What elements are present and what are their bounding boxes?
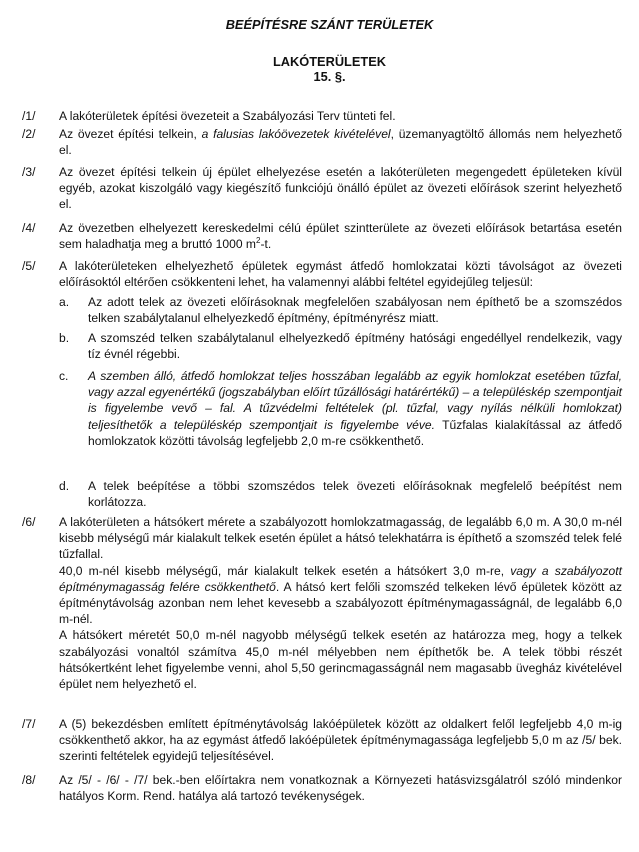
- paragraph-text: [59, 126, 622, 158]
- paragraph-text: A lakóterületek építési övezeteit a Szabályozási Terv tünteti fel.: [59, 109, 396, 123]
- text-run-italic: a falusias lakóövezetek kivételével: [201, 127, 391, 141]
- paragraph-text: [59, 220, 622, 252]
- text-run: 40,0 m-nél kisebb mélységű, már kialakult telkek esetén a hátsókert 3,0 m-re,: [59, 563, 511, 578]
- list-text: [88, 368, 622, 449]
- list-text: Az adott telek az övezeti előírásoknak megfelelően szabályosan nem építhető be a szomszédos telken szabálytalanul elhelyezkedő építmény, építményrész miatt.: [88, 295, 622, 326]
- subheading-block: [10, 54, 639, 84]
- paragraph-number: /3/: [22, 165, 36, 179]
- paragraph-5: [22, 258, 622, 290]
- document-heading: BEÉPÍTÉSRE SZÁNT TERÜLETEK: [225, 17, 434, 32]
- paragraph-1: [22, 108, 622, 124]
- paragraph-number: /7/: [22, 717, 36, 731]
- text-run: Tűzfalas kialakítással az átfedő homlokzatok közötti távolság legfeljebb 2,0 m-re csökkenthető.: [88, 417, 622, 448]
- paragraph-7: [22, 716, 622, 765]
- list-letter: a.: [59, 295, 70, 309]
- paragraph-text: A (5) bekezdésben említett építménytávolság lakóépületek között az oldalkert felől legfeljebb 4,0 m-ig csökkenthető akkor, ha az egymást átfedő lakóépületek építménymagassága legfeljebb 5,0 m az /5/ bek. szerinti feltételek egyidejű teljesítésével.: [59, 717, 622, 764]
- paragraph-number: /6/: [22, 515, 36, 529]
- list-item-c: [22, 368, 622, 449]
- paragraph-text: A hátsókert méretét 50,0 m-nél nagyobb mélységű telkek esetén az határozza meg, hogy a telkek szabályozási vonaltól számítva 45,0 m-nél mélyebben nem építhetők be. A telek többi részét hátsókertként lehet figyelembe venni, ahol 5,50 gerincmagasságnál nem magasabb üvegház kivételével épület nem helyezhető el.: [59, 628, 622, 692]
- list-letter: b.: [59, 331, 70, 345]
- text-run: Az övezet építési telkein,: [59, 127, 202, 141]
- paragraph-3: [22, 164, 622, 213]
- paragraph-4: [22, 220, 622, 252]
- list-letter: d.: [59, 479, 70, 493]
- superscript: 2: [255, 236, 261, 246]
- list-item-b: [22, 330, 622, 362]
- paragraph-text: Az /5/ - /6/ - /7/ bek.-ben előírtakra nem vonatkoznak a Környezeti hatásvizsgálatról szóló mindenkor hatályos Korm. Rend. hatálya alá tartozó tevékenységek.: [59, 773, 622, 804]
- paragraph-number: /5/: [22, 259, 36, 273]
- paragraph-text: Az övezet építési telkein új épület elhelyezése esetén a lakóterületen megengedett épületeken kívül egyéb, azokat kiszolgáló vagy kiegészítő funkciójú önálló épület az övezeti előírások szerint helyezhető el.: [59, 165, 622, 212]
- text-run-italic: A szemben álló, átfedő homlokzat teljes hosszában legalább az egyik homlokzat esetében tűzfal, vagy azzal egyenértékű (jogszabályban előírt tűzállósági határértékű) – a településkép szempontjait is figyelembe vevő – fal. A tűzvédelmi feltételek (pl. tűzfal, vagy nyílás nélküli homlokzat) teljesíthetők a településkép szempontjait is figyelembe véve.: [88, 369, 622, 432]
- text-run-italic: vagy a szabályozott építménymagasság felére csökkenthető: [59, 563, 622, 594]
- paragraph-number: /8/: [22, 773, 36, 787]
- list-text: A telek beépítése a többi szomszédos telek övezeti előírásoknak megfelelő beépítést nem korlátozza.: [88, 479, 622, 510]
- paragraph-text: A lakóterületen a hátsókert mérete a szabályozott homlokzatmagasság, de legalább 6,0 m. A 30,0 m-nél kisebb mélységű már kialakult telkek esetén épület a hátsó telekhatárra is építhető a szomszéd telek felé tűzfallal.: [59, 515, 622, 562]
- paragraph-number: /2/: [22, 127, 36, 141]
- list-item-a: [22, 294, 622, 326]
- text-run: Az övezetben elhelyezett kereskedelmi célú épület szintterülete az övezeti előírások betartása esetén sem haladhatja meg a bruttó 1000 m: [59, 221, 622, 252]
- text-run: . A hátsó kert felőli szomszéd telkeken lévő épületek között az építménytávolság azonban nem lehet kevesebb a szabályozott építménymagasságnál, de legalább 6,0 m-nél.: [59, 579, 622, 627]
- paragraph-6: [22, 514, 622, 692]
- section-number: 15. §.: [313, 69, 346, 84]
- list-letter: c.: [59, 369, 69, 383]
- paragraph-number: /1/: [22, 109, 36, 123]
- text-run: , üzemanyagtöltő állomás nem helyezhető el.: [59, 127, 622, 158]
- list-item-d: [22, 478, 622, 510]
- paragraph-number: /4/: [22, 221, 36, 235]
- paragraph-2: [22, 126, 622, 158]
- paragraph-text: A lakóterületeken elhelyezhető épületek egymást átfedő homlokzatai közti távolságot az övezeti előírásoktól eltérően csökkenteni lehet, ha valamennyi alábbi feltétel egyidejűleg teljesül:: [59, 259, 622, 290]
- subheading: LAKÓTERÜLETEK: [272, 54, 387, 69]
- text-run: -t.: [260, 237, 272, 252]
- paragraph-8: [22, 772, 622, 804]
- list-text: A szomszéd telken szabálytalanul elhelyezkedő építmény hatósági engedéllyel rendelkezik, vagy tíz évnél régebbi.: [88, 331, 622, 362]
- paragraph-text: [59, 563, 622, 628]
